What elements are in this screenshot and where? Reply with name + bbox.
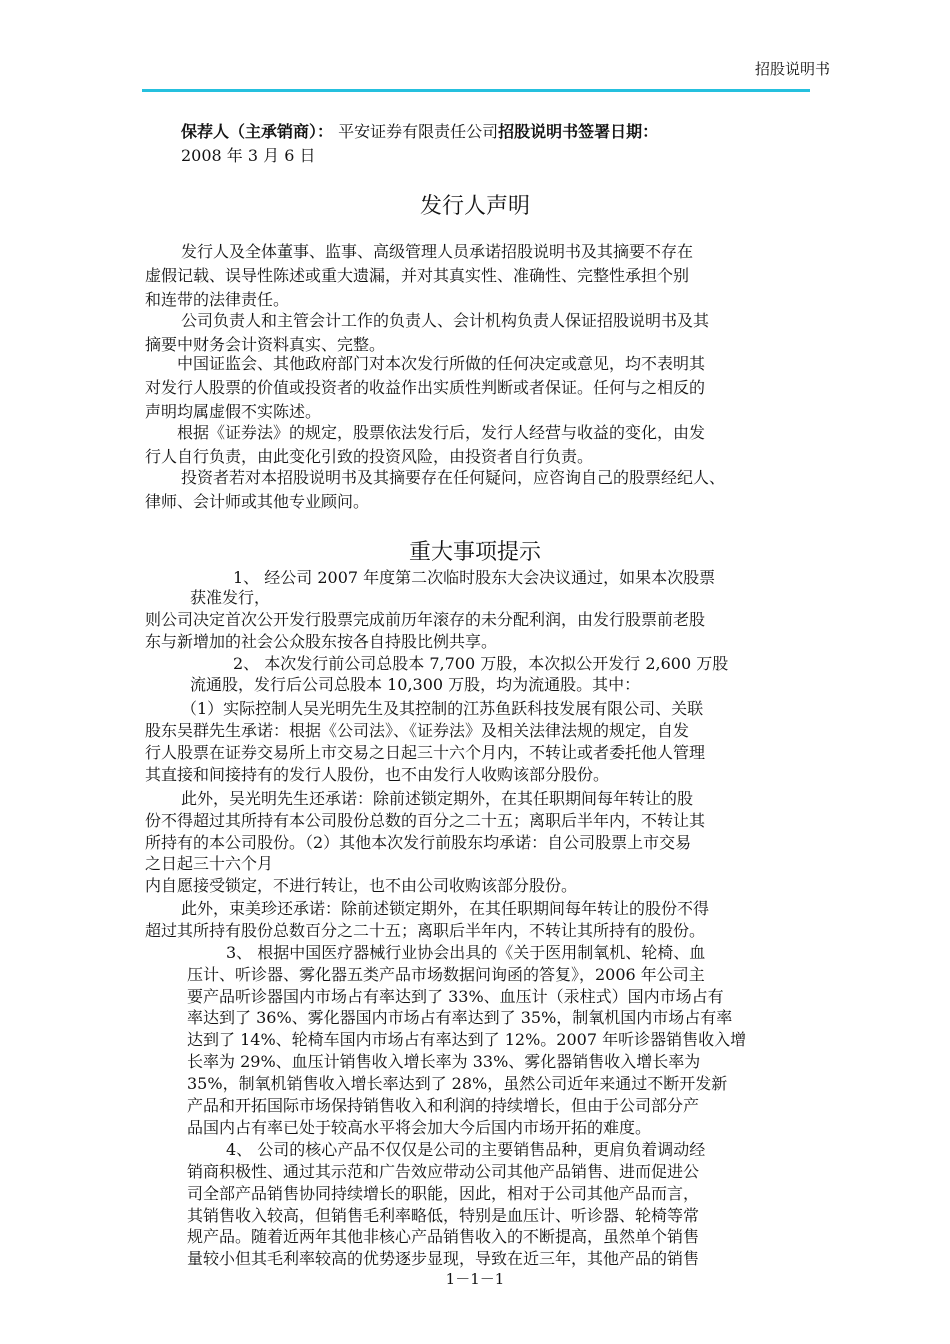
page-number: 1－1－1 (445, 1270, 505, 1288)
paragraph-line: 品国内占有率已处于较高水平将会加大今后国内市场开拓的难度。 (187, 1118, 652, 1137)
paragraph-line: 投资者若对本招股说明书及其摘要存在任何疑问，应咨询自己的股票经纪人、 (181, 468, 726, 487)
paragraph-line: 行人自行负责，由此变化引致的投资风险，由投资者自行负责。 (145, 447, 594, 466)
paragraph-line: 中国证监会、其他政府部门对本次发行所做的任何决定或意见，均不表明其 (177, 354, 706, 373)
paragraph-line: 长率为 29%、血压计销售收入增长率为 33%、雾化器销售收入增长率为 (187, 1052, 701, 1071)
paragraph-line: 35%，制氧机销售收入增长率达到了 28%，虽然公司近年来通过不断开发新 (187, 1074, 728, 1093)
paragraph-line: 产品和开拓国际市场保持销售收入和利润的持续增长，但由于公司部分产 (187, 1096, 700, 1115)
paragraph-line: 股东吴群先生承诺：根据《公司法》、《证券法》及相关法律法规的规定，自发 (145, 721, 690, 740)
sign-date: 2008 年 3 月 6 日 (181, 146, 316, 165)
paragraph-line: 之日起三十六个月 (145, 854, 274, 873)
paragraph-line: （1）实际控制人吴光明先生及其控制的江苏鱼跃科技发展有限公司、关联 (181, 699, 704, 718)
paragraph-line: 律师、会计师或其他专业顾问。 (145, 492, 370, 511)
paragraph-line: 量较小但其毛利率较高的优势逐步显现，导致在近三年，其他产品的销售 (187, 1249, 700, 1268)
paragraph-line: 东与新增加的社会公众股东按各自持股比例共享。 (145, 632, 498, 651)
paragraph-line: 达到了 14%、轮椅车国内市场占有率达到了 12%。2007 年听诊器销售收入增 (187, 1030, 747, 1049)
paragraph-line: 声明均属虚假不实陈述。 (145, 402, 322, 421)
section-title-major-items: 重大事项提示 (408, 540, 541, 565)
paragraph-line: 对发行人股票的价值或投资者的收益作出实质性判断或者保证。任何与之相反的 (145, 378, 706, 397)
paragraph-line: 虚假记载、误导性陈述或重大遗漏，并对其真实性、准确性、完整性承担个别 (145, 266, 690, 285)
paragraph-line: 要产品听诊器国内市场占有率达到了 33%、血压计（汞柱式）国内市场占有 (187, 987, 724, 1006)
header-title: 招股说明书 (754, 60, 830, 78)
paragraph-line: 其销售收入较高，但销售毛利率略低，特别是血压计、听诊器、轮椅等常 (187, 1206, 700, 1225)
sponsor-label: 保荐人（主承销商）： (181, 122, 334, 141)
paragraph-line: 司全部产品销售协同持续增长的职能，因此，相对于公司其他产品而言， (187, 1184, 700, 1203)
paragraph-line: 销商积极性、通过其示范和广告效应带动公司其他产品销售、进而促进公 (187, 1162, 700, 1181)
paragraph-line: 率达到了 36%、雾化器国内市场占有率达到了 35%，制氧机国内市场占有率 (187, 1008, 733, 1027)
paragraph-line: 超过其所持有股份总数百分之二十五；离职后半年内，不转让其所持有的股份。 (145, 921, 706, 940)
paragraph-line: 压计、听诊器、雾化器五类产品市场数据问询函的答复》，2006 年公司主 (187, 965, 705, 984)
paragraph-line: 和连带的法律责任。 (145, 290, 290, 309)
paragraph-line: 2、 本次发行前公司总股本 7,700 万股，本次拟公开发行 2,600 万股 (233, 654, 729, 673)
paragraph-line: 则公司决定首次公开发行股票完成前历年滚存的未分配利润，由发行股票前老股 (145, 610, 706, 629)
paragraph-line: 此外，束美珍还承诺：除前述锁定期外，在其任职期间每年转让的股份不得 (181, 899, 710, 918)
paragraph-line: 内自愿接受锁定，不进行转让，也不由公司收购该部分股份。 (145, 876, 578, 895)
sign-date-label: 招股说明书签署日期： (498, 122, 659, 141)
paragraph-line: 所持有的本公司股份。（2）其他本次发行前股东均承诺：自公司股票上市交易 (145, 833, 692, 852)
sponsor-line (181, 120, 658, 144)
header-rule (142, 89, 810, 92)
paragraph-line: 流通股，发行后公司总股本 10,300 万股，均为流通股。其中： (190, 675, 641, 694)
paragraph-line: 根据《证券法》的规定，股票依法发行后，发行人经营与收益的变化，由发 (177, 423, 706, 442)
paragraph-line: 公司负责人和主管会计工作的负责人、会计机构负责人保证招股说明书及其 (181, 311, 710, 330)
paragraph-line: 发行人及全体董事、监事、高级管理人员承诺招股说明书及其摘要不存在 (181, 242, 694, 261)
paragraph-line: 规产品。随着近两年其他非核心产品销售收入的不断提高，虽然单个销售 (187, 1227, 700, 1246)
paragraph-line: 此外，吴光明先生还承诺：除前述锁定期外，在其任职期间每年转让的股 (181, 789, 694, 808)
paragraph-line: 其直接和间接持有的发行人股份，也不由发行人收购该部分股份。 (145, 765, 610, 784)
sponsor-value: 平安证券有限责任公司 (338, 122, 499, 141)
paragraph-line: 摘要中财务会计资料真实、完整。 (145, 335, 386, 354)
paragraph-line: 份不得超过其所持有本公司股份总数的百分之二十五；离职后半年内，不转让其 (145, 811, 706, 830)
paragraph-line: 3、 根据中国医疗器械行业协会出具的《关于医用制氧机、轮椅、血 (226, 943, 706, 962)
paragraph-line: 行人股票在证券交易所上市交易之日起三十六个月内，不转让或者委托他人管理 (145, 743, 706, 762)
section-title-issuer-statement: 发行人声明 (419, 194, 530, 219)
paragraph-line: 获准发行， (190, 588, 271, 607)
paragraph-line: 4、 公司的核心产品不仅仅是公司的主要销售品种，更肩负着调动经 (226, 1140, 706, 1159)
paragraph-line: 1、 经公司 2007 年度第二次临时股东大会决议通过，如果本次股票 (233, 568, 716, 587)
